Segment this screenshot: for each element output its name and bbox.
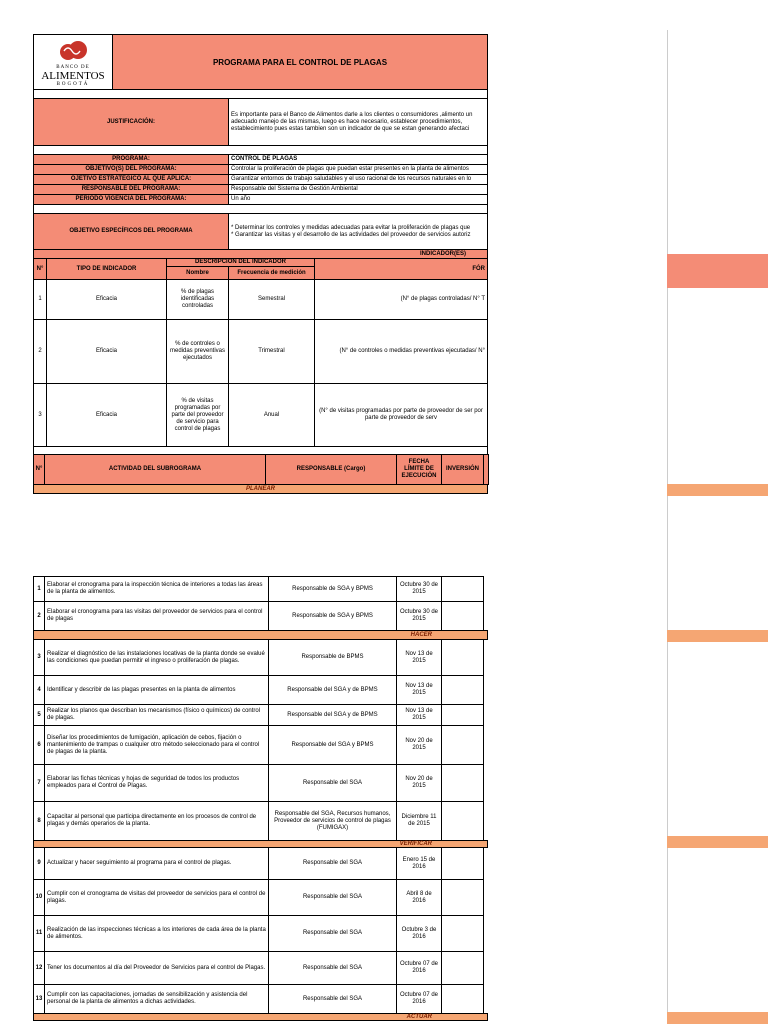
phase-verificar: VERIFICAR <box>33 840 488 848</box>
vigencia-label: PERIODO VIGENCIA DEL PROGRAMA: <box>33 194 229 205</box>
side-strip-orange-4 <box>667 1012 768 1024</box>
activity-1-deadline: Octubre 30 de 2015 <box>396 576 442 602</box>
activity-1-description: Elaborar el cronograma para la inspección técnica de interiores a todas las áreas de la planta de alimentos. <box>44 576 269 602</box>
ind-row-2-tipo: Eficacia <box>46 319 167 384</box>
activity-4-description: Identificar y describir de las plagas presentes en la planta de alimentos <box>44 675 269 705</box>
phase-hacer: HACER <box>33 630 488 640</box>
activity-7-number: 7 <box>33 764 45 802</box>
activity-10-number: 10 <box>33 879 45 916</box>
activity-3-number: 3 <box>33 639 45 676</box>
activity-5-investment <box>441 704 484 726</box>
activity-5-number: 5 <box>33 704 45 726</box>
activity-7-deadline: Nov 20 de 2015 <box>396 764 442 802</box>
activity-6-deadline: Nov 20 de 2015 <box>396 725 442 765</box>
ind-row-3-tipo: Eficacia <box>46 383 167 447</box>
ind-row-3-nombre: % de visitas programadas por parte del proveedor de servicio para control de plagas <box>166 383 229 447</box>
activity-1-investment <box>441 576 484 602</box>
logo-text-1: BANCO DE <box>56 65 90 70</box>
activity-8-responsible: Responsable del SGA, Recursos humanos, Proveedor de servicios de control de plagas (FUMIGAX) <box>268 801 397 841</box>
ind-row-1-n: 1 <box>33 279 47 320</box>
activity-2-responsible: Responsable de SGA y BPMS <box>268 601 397 631</box>
ind-row-3-formula: (N° de visitas programadas por parte de proveedor de ser por parte de proveedor de serv <box>314 383 488 447</box>
activity-10-deadline: Abril 8 de 2016 <box>396 879 442 916</box>
page-title: PROGRAMA PARA EL CONTROL DE PLAGAS <box>112 34 488 90</box>
logo-box <box>33 34 113 90</box>
activity-8-number: 8 <box>33 801 45 841</box>
vigencia-value: Un año <box>228 194 488 205</box>
activity-10-responsible: Responsable del SGA <box>268 879 397 916</box>
activity-5-responsible: Responsable del SGA y de BPMS <box>268 704 397 726</box>
phase-planear: PLANEAR <box>33 484 488 494</box>
activity-2-description: Elaborar el cronograma para las visitas del proveedor de servicios para el control de plagas <box>44 601 269 631</box>
activity-10-description: Cumplir con el cronograma de visitas del proveedor de servicios para el control de plagas. <box>44 879 269 916</box>
activity-10-investment <box>441 879 484 916</box>
activity-4-deadline: Nov 13 de 2015 <box>396 675 442 705</box>
activity-8-investment <box>441 801 484 841</box>
activity-11-responsible: Responsable del SGA <box>268 915 397 952</box>
ind-row-1-formula: (N° de plagas controladas/ N° T <box>314 279 488 320</box>
ind-col-tipo: TIPO DE INDICADOR <box>46 258 167 280</box>
activity-9-deadline: Enero 15 de 2016 <box>396 847 442 880</box>
ind-col-n: N° <box>33 258 47 280</box>
justificacion-label: JUSTIFICACIÓN: <box>33 98 229 146</box>
ind-col-formula: FÓR <box>314 258 488 280</box>
activity-5-deadline: Nov 13 de 2015 <box>396 704 442 726</box>
ind-col-nombre: Nombre <box>166 266 229 280</box>
activity-8-deadline: Diciembre 11 de 2015 <box>396 801 442 841</box>
objetivos-especificos-text <box>228 213 488 250</box>
act-col-responsable: RESPONSABLE (Cargo) <box>265 454 397 485</box>
justificacion-text: Es importante para el Banco de Alimentos darle a los clientes o consumidores ,alimento un adecuado manejo de las mismas, luego es hace necesario, establecer procedimientos, establecimiento pues estas tambien son un indicador de que se estan generando afectaci <box>228 98 488 146</box>
ind-row-1-frecuencia: Semestral <box>228 279 315 320</box>
activity-6-number: 6 <box>33 725 45 765</box>
activity-13-description: Cumplir con las capacitaciones, jornadas de sensibilización y asistencia del personal de la planta de alimentos a dichas actividades. <box>44 984 269 1014</box>
activity-3-responsible: Responsable de BPMS <box>268 639 397 676</box>
activity-4-investment <box>441 675 484 705</box>
ind-row-2-n: 2 <box>33 319 47 384</box>
activity-11-number: 11 <box>33 915 45 952</box>
activity-12-responsible: Responsable del SGA <box>268 951 397 985</box>
activity-9-responsible: Responsable del SGA <box>268 847 397 880</box>
side-strip-salmon <box>667 254 768 288</box>
ind-col-desc: DESCRIPCION DEL INDICADOR <box>166 258 315 267</box>
activity-2-number: 2 <box>33 601 45 631</box>
activity-12-investment <box>441 951 484 985</box>
activity-12-number: 12 <box>33 951 45 985</box>
activity-13-investment <box>441 984 484 1014</box>
activity-9-investment <box>441 847 484 880</box>
ind-row-3-frecuencia: Anual <box>228 383 315 447</box>
activity-13-deadline: Octubre 07 de 2016 <box>396 984 442 1014</box>
act-col-fecha: FECHA LÍMITE DE EJECUCIÓN <box>396 454 442 485</box>
ind-row-2-formula: (N° de controles o medidas preventivas ejecutadas/ N° <box>314 319 488 384</box>
logo-text-3: BOGOTÁ <box>56 82 90 87</box>
activity-6-description: Diseñar los procedimientos de fumigación, aplicación de cebos, fijación o mantenimiento de trampas o cualquier otro método seleccionado para el control de plagas de la planta. <box>44 725 269 765</box>
objetivo-value: Controlar la proliferación de plagas que puedan estar presentes en la planta de alimentos <box>228 164 488 175</box>
activity-6-investment <box>441 725 484 765</box>
activity-7-investment <box>441 764 484 802</box>
activity-7-description: Elaborar las fichas técnicas y hojas de seguridad de todos los productos empleados para el Control de Plagas. <box>44 764 269 802</box>
act-col-inversion: INVERSIÓN <box>441 454 484 485</box>
act-col-actividad: ACTIVIDAD DEL SUBROGRAMA <box>44 454 266 485</box>
activity-5-description: Realizar los planos que describan los mecanismos (físico o químicos) de control de plagas. <box>44 704 269 726</box>
activity-4-responsible: Responsable del SGA y de BPMS <box>268 675 397 705</box>
activity-11-investment <box>441 915 484 952</box>
responsable-value: Responsable del Sistema de Gestión Ambiental <box>228 184 488 195</box>
ind-row-1-nombre: % de plagas identificadas controladas <box>166 279 229 320</box>
activity-1-number: 1 <box>33 576 45 602</box>
ind-col-frecuencia: Frecuencia de medición <box>228 266 315 280</box>
ind-row-3-n: 3 <box>33 383 47 447</box>
activity-1-responsible: Responsable de SGA y BPMS <box>268 576 397 602</box>
activity-6-responsible: Responsable del SGA y BPMS <box>268 725 397 765</box>
activity-2-deadline: Octubre 30 de 2015 <box>396 601 442 631</box>
objetivo-especifico-1: * Determinar los controles y medidas adecuadas para evitar la proliferación de plagas que <box>231 224 471 231</box>
page-divider <box>667 30 668 1020</box>
estrategico-value: Garantizar entornos de trabajo saludables y el uso racional de los recursos naturales en lo <box>228 174 488 185</box>
side-strip-orange-1 <box>667 484 768 496</box>
activity-12-deadline: Octubre 07 de 2016 <box>396 951 442 985</box>
ind-row-2-nombre: % de controles o medidas preventivas ejecutados <box>166 319 229 384</box>
logo-text-2: ALIMENTOS <box>41 70 105 82</box>
objetivo-especifico-2: * Garantizar las visitas y el desarrollo de las actividades del proveedor de servicios autoriz <box>231 231 471 238</box>
objetivo-label: OBJETIVO(S) DEL PROGRAMA: <box>33 164 229 175</box>
act-col-extra <box>483 454 489 485</box>
indicadores-label: INDICADOR(ES) <box>420 251 466 257</box>
activity-11-deadline: Octubre 3 de 2016 <box>396 915 442 952</box>
activity-4-number: 4 <box>33 675 45 705</box>
side-strip-orange-2 <box>667 630 768 642</box>
activity-11-description: Realización de las inspecciones técnicas a los interiores de cada área de la planta de alimentos. <box>44 915 269 952</box>
activity-13-responsible: Responsable del SGA <box>268 984 397 1014</box>
programa-label: PROGRAMA: <box>33 154 229 165</box>
activity-9-description: Actualizar y hacer seguimiento al programa para el control de plagas. <box>44 847 269 880</box>
responsable-label: RESPONSABLE DEL PROGRAMA: <box>33 184 229 195</box>
objetivos-especificos-label: OBJETIVO ESPECÍFICOS DEL PROGRAMA <box>33 213 229 250</box>
activity-13-number: 13 <box>33 984 45 1014</box>
activity-9-number: 9 <box>33 847 45 880</box>
activity-2-investment <box>441 601 484 631</box>
activity-3-description: Realizar el diagnóstico de las instalaciones locativas de la planta donde se evalué las condiciones que puedan permitir el ingreso o proliferación de plagas. <box>44 639 269 676</box>
activity-12-description: Tener los documentos al día del Proveedor de Servicios para el control de Plagas. <box>44 951 269 985</box>
ind-row-2-frecuencia: Trimestral <box>228 319 315 384</box>
activity-7-responsible: Responsable del SGA <box>268 764 397 802</box>
ind-row-1-tipo: Eficacia <box>46 279 167 320</box>
side-strip-orange-3 <box>667 836 768 848</box>
phase-actuar: ACTUAR <box>33 1013 488 1021</box>
activity-3-investment <box>441 639 484 676</box>
activity-8-description: Capacitar al personal que participa directamente en los procesos de control de plagas y demás operarios de la planta. <box>44 801 269 841</box>
programa-value: CONTROL DE PLAGAS <box>228 154 488 165</box>
activity-3-deadline: Nov 13 de 2015 <box>396 639 442 676</box>
estrategico-label: OJETIVO ESTRATEGICO AL QUE APLICA: <box>33 174 229 185</box>
act-col-n: N° <box>33 454 45 485</box>
